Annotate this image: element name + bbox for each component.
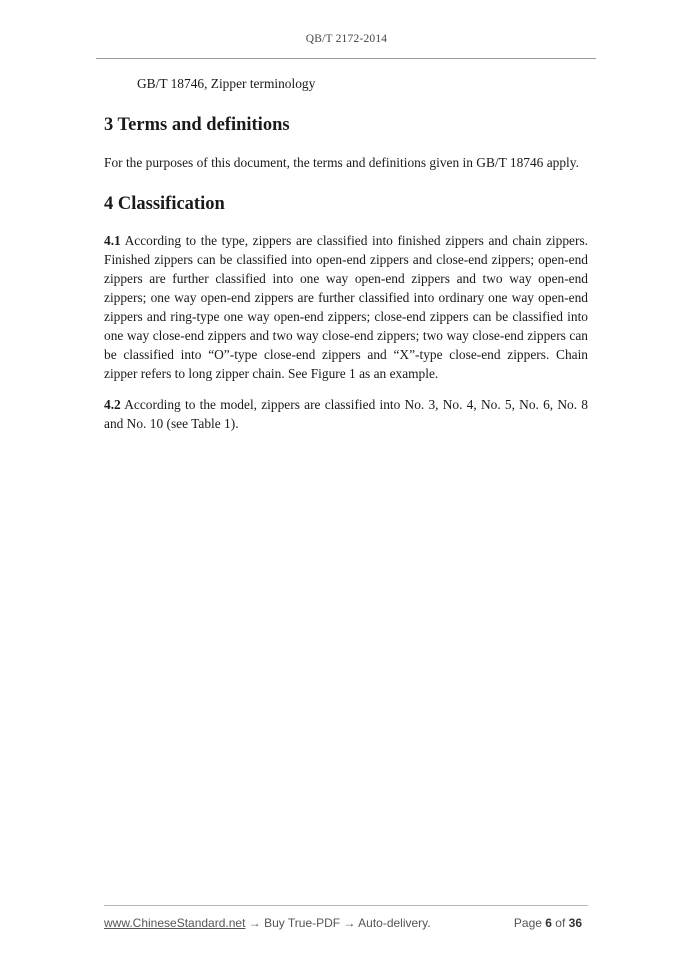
section-3-heading: 3 Terms and definitions (104, 115, 290, 135)
footer-divider (104, 905, 588, 906)
site-link[interactable]: www.ChineseStandard.net (104, 916, 246, 930)
header-divider (96, 58, 596, 59)
page-content (104, 74, 588, 433)
normative-reference-item: GB/T 18746, Zipper terminology (137, 76, 316, 91)
document-code-header: QB/T 2172-2014 (305, 33, 388, 45)
clause-4-2-number: 4.2 (104, 397, 121, 412)
clause-4-1 (104, 231, 588, 383)
arrow-right-icon: → (245, 916, 265, 930)
footer-promo (104, 916, 431, 930)
current-page: 6 (545, 916, 552, 930)
total-pages: 36 (568, 916, 582, 930)
page-label: Page (513, 916, 546, 930)
page-number (514, 916, 582, 930)
clause-4-2-text: According to the model, zippers are classified into No. 3, No. 4, No. 5, No. 6, No. 8 and No. 10 (see Table 1). (104, 397, 588, 431)
clause-4-1-number: 4.1 (104, 233, 121, 248)
of-label: of (551, 916, 569, 930)
section-4-heading: 4 Classification (104, 194, 225, 214)
buy-true-pdf-text: Buy True-PDF (264, 916, 341, 930)
clause-4-1-text: According to the type, zippers are classified into finished zippers and chain zippers. Finished zippers can be classified into open-end zippers and close-end zippers; open-end zippers are further classified into one way open-end zippers and two way open-end zippers; one way open-end zippers are further classified into ordinary one way open-end zippers and ring-type one way open-end zippers; close-end zippers can be classified into one way close-end zippers and two way close-end zippers; two way close-end zippers can be classified into “O”-type close-end zippers and “X”-type close-end zippers. Chain zipper refers to long zipper chain. See Figure 1 as an example. (104, 233, 588, 381)
auto-delivery-text: Auto-delivery. (358, 916, 431, 930)
arrow-right-icon: → (340, 916, 359, 930)
section-3-text: For the purposes of this document, the terms and definitions given in GB/T 18746 apply. (104, 155, 579, 170)
clause-4-2 (104, 395, 588, 433)
